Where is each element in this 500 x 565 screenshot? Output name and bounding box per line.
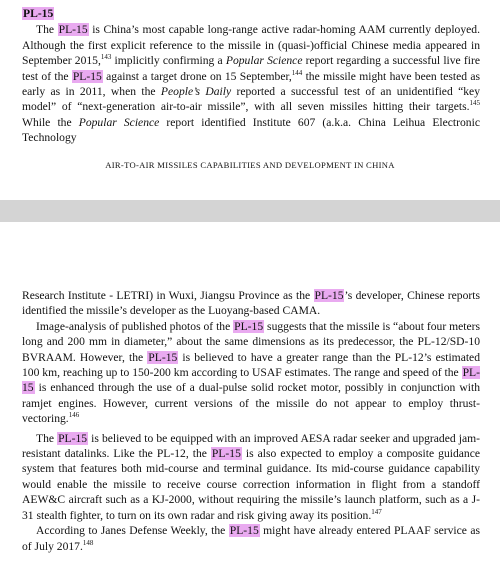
paragraph-intro [22, 22, 480, 145]
text-run: is believed to have a greater range than the PL-12’s estimated 100 km, reaching up to 150-200 km according to USAF estimates. The range and speed of the [22, 350, 480, 380]
text-run: report regarding a successful live fire test of the [22, 54, 480, 83]
page-separator [0, 200, 500, 222]
text-run: is China’s most capable long-range active radar-homing AAM currently deployed. Although the first explicit reference to the missile in (quasi-)official Chinese media appeared in September 2015, [22, 23, 480, 68]
text-run: the missile might have been tested as early as in 2011, when the [22, 69, 480, 99]
italic-title: People’s Daily [160, 85, 232, 99]
text-run: suggests that the missile is “about four meters long and 200 mm in diameter,” about the same dimensions as its predecessor, the PL-12/SD-10 BVRAAM. However, the [22, 319, 480, 364]
text-run: Image-analysis of published photos of the [36, 319, 234, 333]
highlighted-term: PL-15 [58, 23, 88, 37]
paragraph-service [22, 523, 480, 554]
text-run: The [36, 23, 58, 37]
running-header: AIR-TO-AIR MISSILES CAPABILITIES AND DEVELOPMENT IN CHINA [105, 160, 395, 170]
text-run: might have already entered PLAAF service as of July 2017. [22, 524, 480, 553]
highlighted-term: PL-15 [314, 289, 344, 302]
text-run: is believed to be equipped with an improved AESA radar seeker and upgraded jam-resistant datalinks. Like the PL-12, the [22, 431, 480, 461]
paragraph-guidance [22, 431, 480, 523]
text-run: is also expected to employ a composite guidance system that features both mid-course and terminal guidance. Its mid-course guidance capability would enable the missile to receive course correction information in flight from a standoff AEW&C aircraft such as a KJ-2000, without requiring the missile’s launch platform, such as a J-31 stealth fighter, to turn on its own radar and risk giving away its position. [22, 447, 480, 522]
highlighted-term: PL-15 [234, 319, 264, 333]
footnote-ref: 146 [68, 411, 80, 420]
text-run: is enhanced through the use of a dual-pulse solid rocket motor, possibly in conjunction with ramjet engines. However, current versions of the missile do not appear to employ thrust-vectoring. [22, 381, 480, 426]
footnote-ref: 143 [100, 53, 112, 62]
paragraph-dimensions [22, 319, 480, 427]
italic-title: Popular Science [225, 54, 303, 68]
footnote-ref: 148 [82, 538, 94, 547]
text-run: The [36, 431, 58, 445]
text-run: ’s developer, Chinese reports identified the missile’s developer as the Luoyang-based CAMA. [22, 289, 480, 318]
text-run: implicitly confirming a [111, 54, 226, 68]
highlighted-term: PL-15 [229, 524, 259, 538]
text-run: While the [22, 115, 79, 129]
text-run: against a target drone on 15 September, [102, 69, 292, 83]
section-heading-label: PL-15 [23, 7, 54, 20]
highlighted-term: PL-15 [22, 366, 480, 395]
highlighted-term: PL-15 [211, 447, 241, 461]
document-page-bottom [0, 222, 500, 565]
text-run: report identified Institute 607 (a.k.a. China Leihua Electronic Technology [22, 115, 480, 145]
highlighted-term: PL-15 [58, 431, 88, 445]
text-run: Research Institute - LETRI) in Wuxi, Jiangsu Province as the [22, 289, 314, 302]
section-heading [22, 6, 480, 21]
document-page-top [0, 0, 500, 200]
page-top-text [22, 6, 480, 146]
highlighted-term: PL-15 [148, 350, 178, 364]
page-bottom-text [22, 288, 480, 554]
text-run: reported a successful test of an unidentified “key model” of “next-generation air-to-air missile”, with all seven missiles hitting their targets. [22, 85, 480, 114]
text-run: According to Janes Defense Weekly, the [36, 524, 229, 538]
highlighted-term: PL-15 [72, 69, 102, 83]
paragraph-continued [22, 288, 480, 319]
footnote-ref: 147 [371, 507, 382, 516]
footnote-ref: 144 [291, 68, 303, 77]
footnote-ref: 145 [469, 99, 480, 108]
italic-title: Popular Science [78, 115, 160, 129]
